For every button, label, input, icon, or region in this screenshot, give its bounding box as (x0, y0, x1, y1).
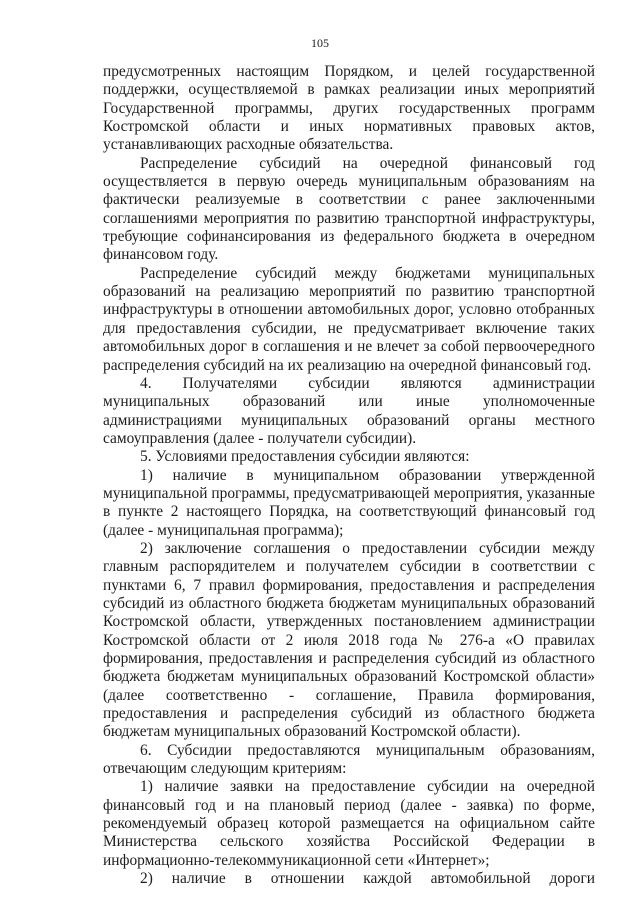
paragraph-conditions-heading: 5. Условиями предоставления субсидии являются: (140, 448, 470, 466)
list-item-criterion-1: 1) наличие заявки на предоставление субсидии на очередной финансовый год и на плановый период (далее - заявка) по форме, рекомендуемый образец которой размещается на официальном сайте Министерства сельского хозяйства Российской Федерации в информационно-телекоммуникационной сети «Интернет»; (103, 778, 595, 869)
paragraph-recipients: 4. Получателями субсидии являются администрации муниципальных образований или иные уполномоченные администрациями муниципальных образований органы местного самоуправления (далее - получатели субсидии). (103, 374, 595, 447)
list-item-criterion-2: 2) наличие в отношении каждой автомобильной дороги (140, 870, 595, 888)
paragraph-criteria-heading: 6. Субсидии предоставляются муниципальным образованиям, отвечающим следующим критериям: (103, 741, 595, 778)
paragraph-distribution-priority: Распределение субсидий на очередной финансовый год осуществляется в первую очередь муниципальным образованиям на фактически реализуемые в соответствии с ранее заключенными соглашениями мероприятия по развитию транспортной инфраструктуры, требующие софинансирования из федерального бюджета в очередном финансовом году. (103, 154, 595, 264)
paragraph-distribution-roads: Распределение субсидий между бюджетами муниципальных образований на реализацию мероприятий по развитию транспортной инфраструктуры в отношении автомобильных дорог, условно отобранных для предоставления субсидии, не предусматривает включение таких автомобильных дорог в соглашения и не влечет за собой первоочередного распределения субсидий на их реализацию на очередной финансовый год. (103, 264, 595, 374)
page-number: 105 (311, 36, 329, 50)
paragraph-continuation: предусмотренных настоящим Порядком, и целей государственной поддержки, осуществляемой в рамках реализации иных мероприятий Государственной программы, других государственных программ Костромской области и иных нормативных правовых актов, устанавливающих расходные обязательства. (103, 63, 595, 154)
list-item-condition-1: 1) наличие в муниципальном образовании утвержденной муниципальной программы, предусматривающей мероприятия, указанные в пункте 2 настоящего Порядка, на соответствующий финансовый год (далее - муниципальная программа); (103, 466, 595, 539)
list-item-condition-2: 2) заключение соглашения о предоставлении субсидии между главным распорядителем и получателем субсидии в соответствии с пунктами 6, 7 правил формирования, предоставления и распределения субсидий из областного бюджета бюджетам муниципальных образований Костромской области, утвержденных постановлением администрации Костромской области от 2 июля 2018 года № 276-а «О правилах формирования, предоставления и распределения субсидий из областного бюджета бюджетам муниципальных образований Костромской области» (далее соответственно - соглашение, Правила формирования, предоставления и распределения субсидий из областного бюджета бюджетам муниципальных образований Костромской области). (103, 539, 595, 741)
document-body (103, 63, 595, 888)
